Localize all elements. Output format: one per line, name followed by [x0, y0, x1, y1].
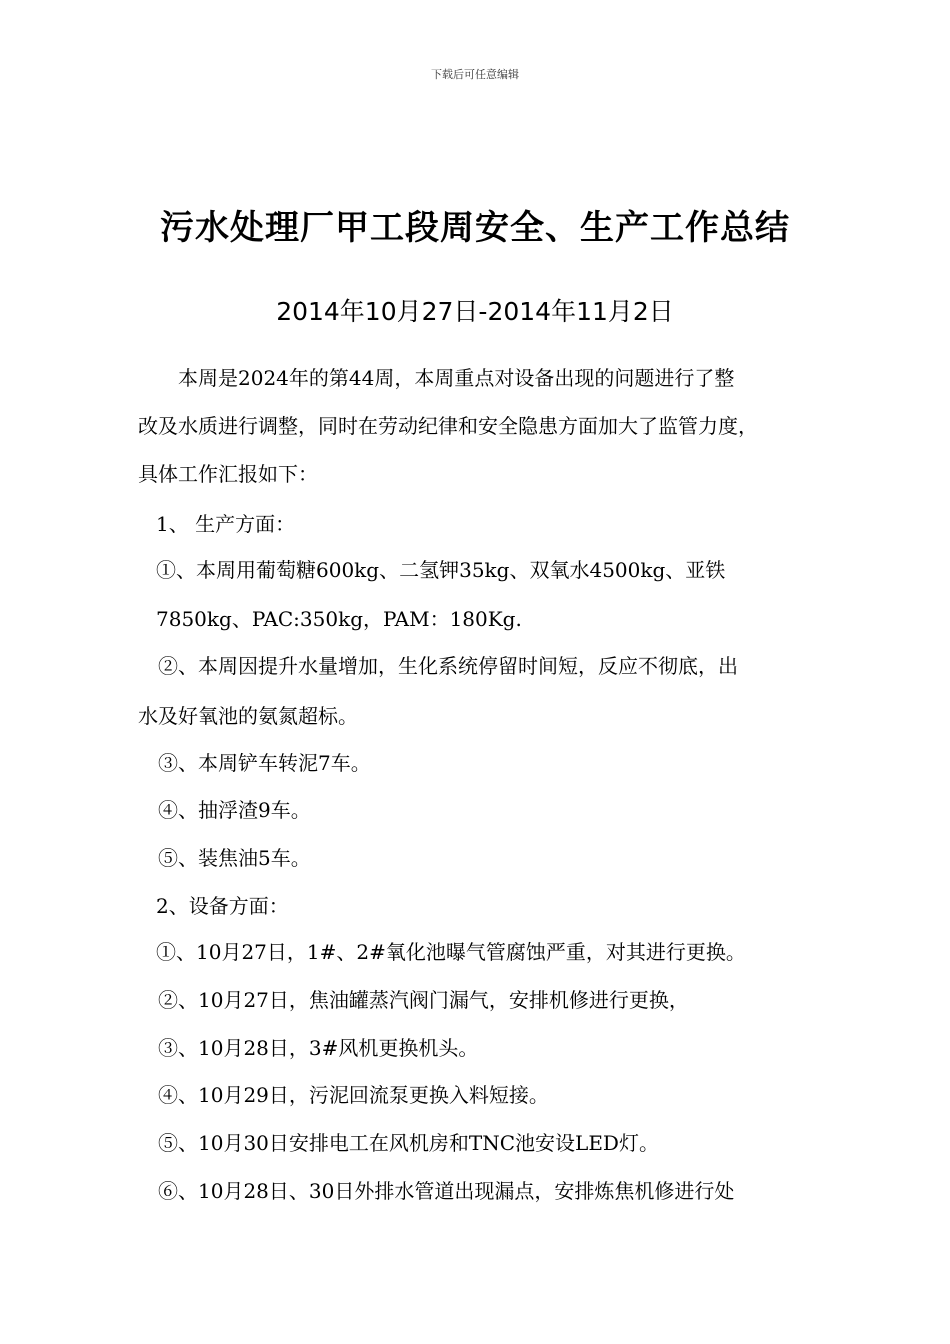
intro-line: 具体工作汇报如下：: [138, 462, 318, 486]
header-note: 下载后可任意编辑: [431, 68, 519, 81]
list-item: ①、10月27日，1#、2#氧化池曝气管腐蚀严重，对其进行更换。: [156, 940, 746, 964]
list-item: ①、本周用葡萄糖600kg、二氢钾35kg、双氧水4500kg、亚铁: [156, 558, 726, 582]
list-item: ③、10月28日，3#风机更换机头。: [158, 1036, 479, 1060]
list-item: ②、本周因提升水量增加，生化系统停留时间短，反应不彻底，出: [158, 654, 738, 678]
list-item: ②、10月27日，焦油罐蒸汽阀门漏气，安排机修进行更换，: [158, 988, 689, 1012]
section-heading: 2、设备方面：: [156, 894, 289, 918]
list-item: ⑤、装焦油5车。: [158, 846, 311, 870]
intro-line: 改及水质进行调整，同时在劳动纪律和安全隐患方面加大了监管力度，: [138, 414, 758, 438]
list-item: ③、本周铲车转泥7车。: [158, 751, 371, 775]
list-item: ⑤、10月30日安排电工在风机房和TNC池安设LED灯。: [158, 1131, 659, 1155]
list-item: ④、抽浮渣9车。: [158, 798, 311, 822]
list-item: ④、10月29日，污泥回流泵更换入料短接。: [158, 1083, 549, 1107]
intro-line: 本周是2024年的第44周，本周重点对设备出现的问题进行了整: [178, 366, 735, 390]
document-title: 污水处理厂甲工段周安全、生产工作总结: [160, 208, 790, 248]
list-item: ⑥、10月28日、30日外排水管道出现漏点，安排炼焦机修进行处: [158, 1179, 735, 1203]
date-range: 2014年10月27日-2014年11月2日: [276, 297, 674, 326]
list-item: 7850kg、PAC:350kg，PAM：180Kg.: [156, 607, 522, 631]
section-heading: 1、 生产方面：: [156, 512, 296, 536]
list-item: 水及好氧池的氨氮超标。: [138, 704, 358, 728]
